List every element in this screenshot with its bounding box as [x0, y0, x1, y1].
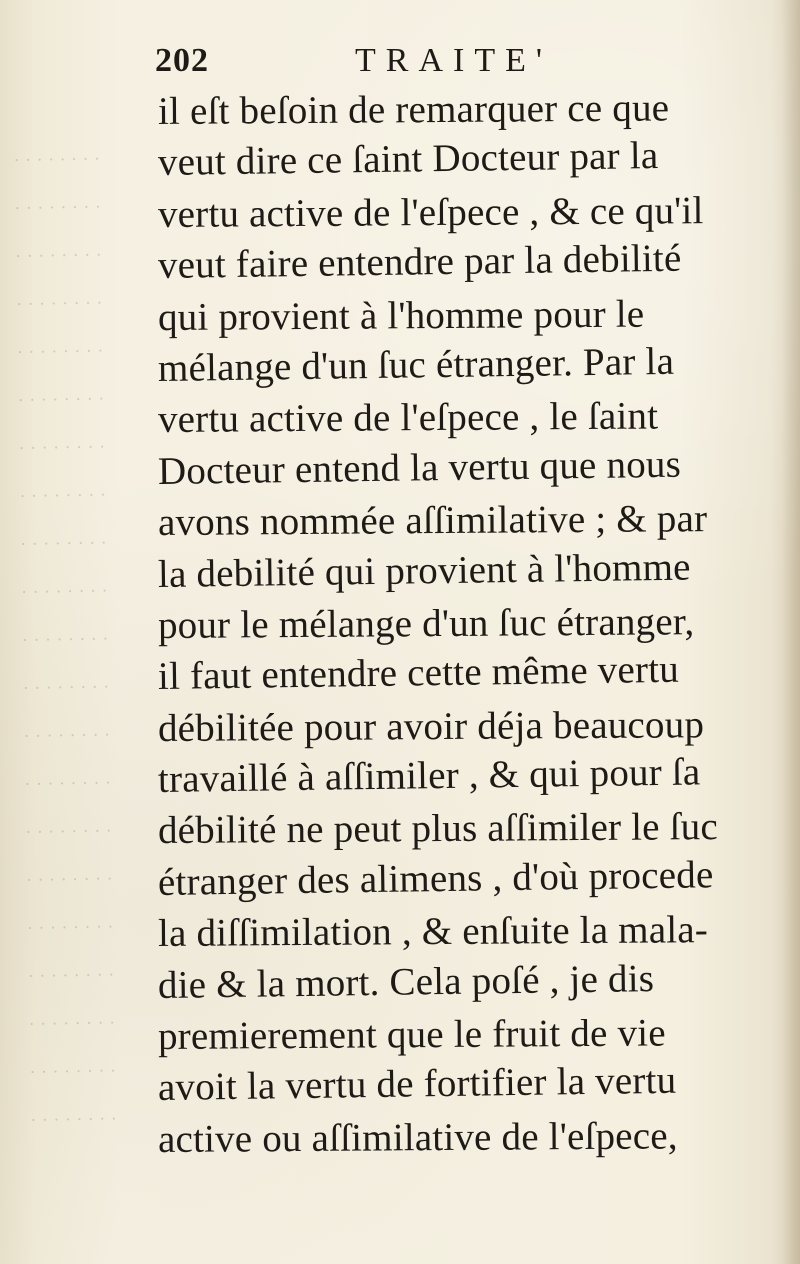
text-line-21: active ou aſſimilative de l'eſpece, [157, 1114, 678, 1161]
text-line-14: travaillé à aſſimiler , & qui pour ſa [157, 750, 701, 802]
text-line-3: vertu active de l'eſpece , & ce qu'il [157, 188, 704, 236]
running-title: TRAITE' [355, 42, 552, 79]
body-text [158, 86, 758, 1166]
text-line-7: vertu active de l'eſpece , le ſaint [157, 394, 659, 442]
text-line-18: die & la mort. Cela poſé , je dis [157, 956, 655, 1007]
text-line-12: il faut entendre cette même vertu [157, 648, 680, 699]
text-line-13: débilitée pour avoir déja beaucoup [157, 702, 705, 750]
text-line-19: premierement que le fruit de vie [157, 1011, 666, 1059]
text-line-8: Docteur entend la vertu que nous [157, 442, 682, 493]
text-line-11: pour le mélange d'un ſuc étranger, [157, 600, 695, 647]
text-line-1: il eſt beſoin de remarquer ce que [157, 86, 670, 133]
text-line-2: veut dire ce ſaint Docteur par la [157, 134, 659, 185]
text-line-5: qui provient à l'homme pour le [157, 292, 645, 339]
text-line-4: veut faire entendre par la debilité [157, 236, 682, 288]
text-line-9: avons nommée aſſimilative ; & par [157, 497, 708, 545]
text-line-17: la diſſimilation , & enſuite la mala- [157, 908, 709, 956]
page-edge-shadow [782, 0, 800, 1264]
text-line-16: étranger des alimens , d'où procede [157, 853, 714, 904]
page-number: 202 [155, 42, 209, 79]
text-line-10: la debilité qui provient à l'homme [157, 545, 691, 596]
show-through-text: · · · · · · · · · · · · · · · · · · · · · · · · · · · · · · · · · · · · · · · · · · · · · · · · · · · · · · · · · · · · · · · · · · · · · · · · · · · · · · · · · · · · · · · · · · · · · · · · · · · · · · · · · · · · · · · · · · · · · · · · · · · · · · · · · · · · · · · · · · · · · · · · · · · · · · · · · · · · · · · · · · · · · · · · [13, 148, 118, 1130]
text-line-6: mélange d'un ſuc étranger. Par la [157, 339, 675, 390]
text-line-20: avoit la vertu de fortifier la vertu [157, 1059, 677, 1110]
text-line-15: débilité ne peut plus aſſimiler le ſuc [157, 805, 719, 853]
